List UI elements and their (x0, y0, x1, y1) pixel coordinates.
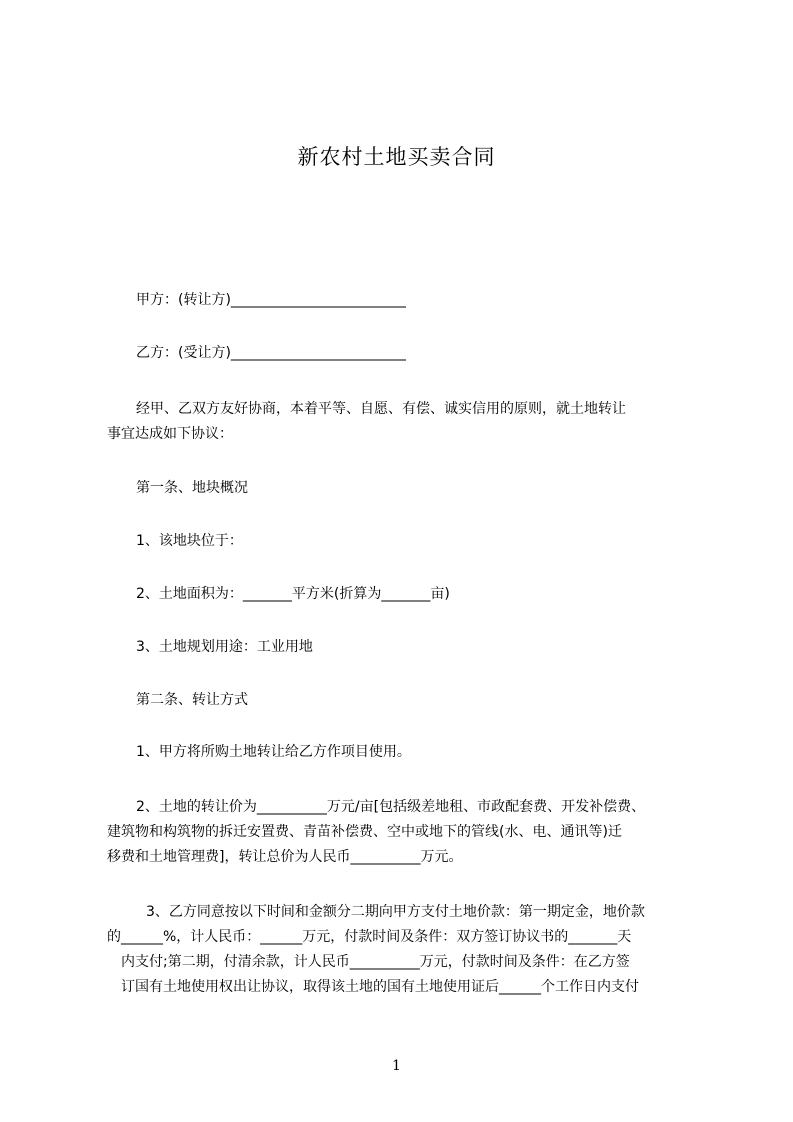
article2-heading: 第二条、转让方式 (136, 692, 248, 708)
article2-item-3-line-1: 3、乙方同意按以下时间和金额分二期向甲方支付土地价款：第一期定金，地价款 (146, 904, 645, 920)
article2-item-3-line-4: 订国有土地使用权出让协议，取得该土地的国有土地使用证后______个工作日内支付 (121, 979, 639, 995)
article1-heading: 第一条、地块概况 (136, 480, 248, 496)
article1-item-3: 3、土地规划用途：工业用地 (136, 639, 313, 655)
article2-item-2-line-3: 移费和土地管理费]，转让总价为人民币__________万元。 (107, 849, 463, 865)
article2-item-2-line-2: 建筑物和构筑物的拆迁安置费、青苗补偿费、空中或地下的管线(水、电、通讯等)迁 (107, 824, 622, 840)
article2-item-3-line-3: 内支付;第二期，付清余款，计人民币__________万元，付款时间及条件：在乙方签 (121, 954, 630, 970)
page-number: 1 (392, 1058, 401, 1074)
intro-line-2: 事宜达成如下协议： (107, 426, 233, 442)
document-title: 新农村土地买卖合同 (297, 145, 496, 169)
intro-line-1: 经甲、乙双方友好协商，本着平等、自愿、有偿、诚实信用的原则，就土地转让 (136, 401, 626, 417)
article2-item-3 (107, 900, 645, 1000)
party-a-line: 甲方：(转让方)_________________________ (136, 292, 406, 308)
article2-item-1: 1、甲方将所购土地转让给乙方作项目使用。 (136, 744, 411, 760)
article2-item-2 (107, 795, 645, 870)
article2-item-2-line-1: 2、土地的转让价为__________万元/亩[包括级差地租、市政配套费、开发补偿费、 (136, 799, 646, 815)
article1-item-1: 1、该地块位于： (136, 533, 243, 549)
article1-item-2: 2、土地面积为：_______平方米(折算为_______亩) (136, 586, 450, 602)
party-b-line: 乙方：(受让方)_________________________ (136, 345, 406, 361)
intro-paragraph (107, 397, 626, 447)
article2-item-3-line-2: 的______%，计人民币：______万元，付款时间及条件：双方签订协议书的_______天 (107, 929, 632, 945)
